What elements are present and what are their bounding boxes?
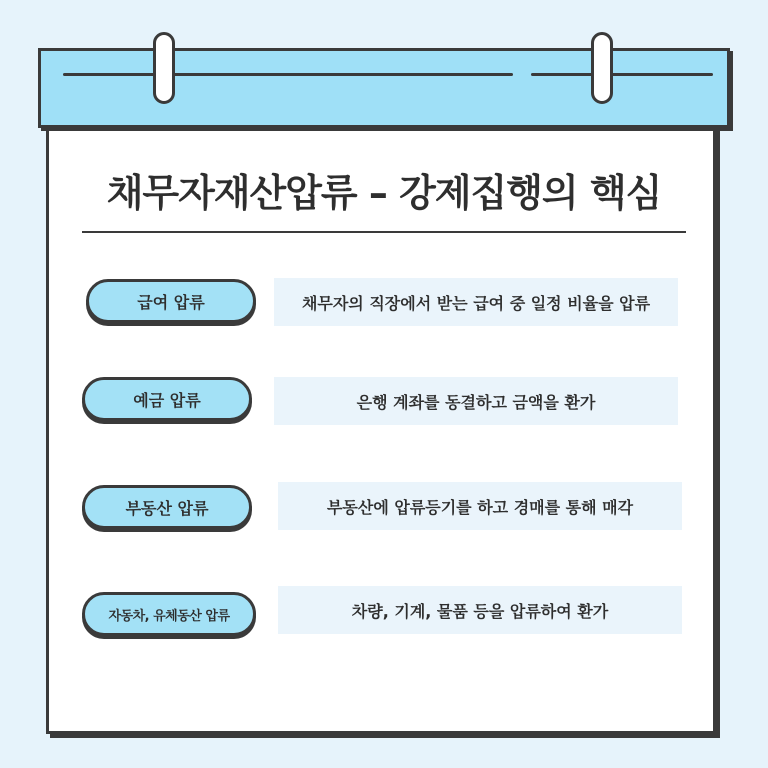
item-label-vehicle-movables: 자동차, 유체동산 압류 — [82, 592, 256, 636]
header-line-right — [531, 73, 713, 76]
item-label-deposit: 예금 압류 — [82, 377, 252, 421]
item-label-real-estate: 부동산 압류 — [82, 485, 252, 529]
calendar-header-bar — [38, 48, 730, 128]
item-description-vehicle-movables: 차량, 기계, 물품 등을 압류하여 환가 — [278, 586, 682, 634]
title-divider — [82, 231, 686, 233]
binder-ring-left-icon — [153, 32, 175, 104]
item-description-deposit: 은행 계좌를 동결하고 금액을 환가 — [274, 377, 678, 425]
binder-ring-right-icon — [591, 32, 613, 104]
item-description-real-estate: 부동산에 압류등기를 하고 경매를 통해 매각 — [278, 482, 682, 530]
item-label-salary: 급여 압류 — [86, 279, 256, 323]
page-title: 채무자재산압류 – 강제집행의 핵심 — [106, 171, 662, 215]
header-line-left — [63, 73, 513, 76]
item-description-salary: 채무자의 직장에서 받는 급여 중 일정 비율을 압류 — [274, 278, 678, 326]
